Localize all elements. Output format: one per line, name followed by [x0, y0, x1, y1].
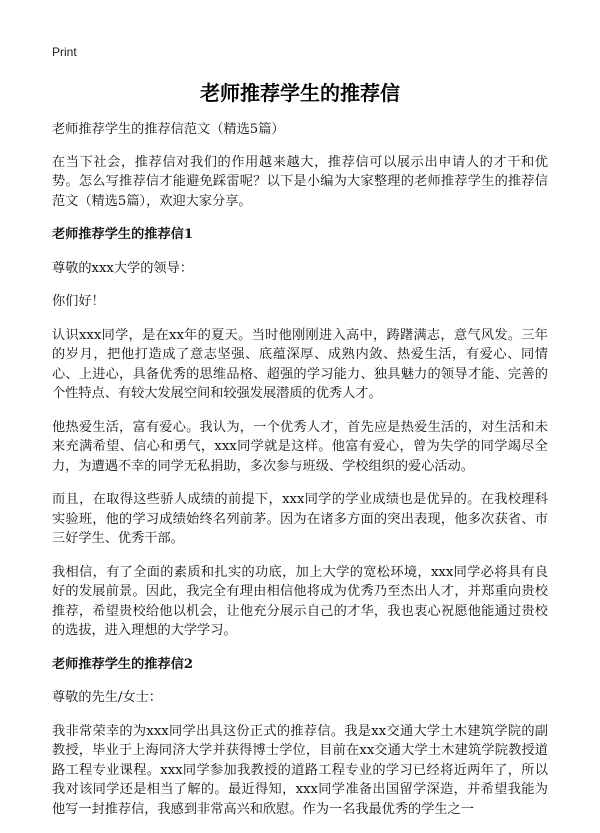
letter-paragraph: 他热爱生活，富有爱心。我认为，一个优秀人才，首先应是热爱生活的，对生活和未来充满希望、信心和勇气，xxx同学就是这样。他富有爱心，曾为失学的同学竭尽全力，为遭遇不幸的同学无私捐助，多次参与班级、学校组织的爱心活动。	[52, 419, 548, 474]
letter-salutation: 尊敬的xxx大学的领导：	[52, 260, 193, 276]
letter-1	[52, 225, 548, 641]
intro-paragraph: 在当下社会，推荐信对我们的作用越来越大，推荐信可以展示出申请人的才干和优势。怎么写推荐信才能避免踩雷呢？以下是小编为大家整理的老师推荐学生的推荐信范文（精选5篇），欢迎大家分享。	[52, 154, 548, 209]
letter-paragraph: 我非常荣幸的为xxx同学出具这份正式的推荐信。我是xx交通大学土木建筑学院的副教授，毕业于上海同济大学并获得博士学位，目前在xx交通大学土木建筑学院教授道路工程专业课程。xxx同学参加我教授的道路工程专业的学习已经将近两年了，所以我对该同学还是相当了解的。最近得知，xxx同学准备出国留学深造，并希望我能为他写一封推荐信，我感到非常高兴和欣慰。作为一名我最优秀的学生之一	[52, 723, 548, 817]
letter-heading: 老师推荐学生的推荐信2	[52, 656, 194, 672]
letter-paragraph: 认识xxx同学，是在xx年的夏天。当时他刚刚进入高中，踌躇满志，意气风发。三年的岁月，把他打造成了意志坚强、底蕴深厚、成熟内敛、热爱生活，有爱心、同情心、上进心，具备优秀的思维品格、超强的学习能力、独具魅力的领导才能、完善的个性特点、有较大发展空间和较强发展潜质的优秀人才。	[52, 327, 548, 401]
letter-greeting: 你们好！	[52, 294, 105, 309]
letter-heading: 老师推荐学生的推荐信1	[52, 227, 194, 242]
page-title: 老师推荐学生的推荐信	[200, 81, 400, 105]
document-subtitle: 老师推荐学生的推荐信范文（精选5篇）	[52, 122, 285, 137]
letter-paragraph: 而且，在取得这些骄人成绩的前提下，xxx同学的学业成绩也是优异的。在我校理科实验班，他的学习成绩始终名列前茅。因为在诸多方面的突出表现，他多次获省、市三好学生、优秀干部。	[52, 492, 548, 546]
letter-2	[52, 655, 548, 820]
letter-paragraph: 我相信，有了全面的素质和扎实的功底，加上大学的宽松环境，xxx同学必将具有良好的发展前景。因此，我完全有理由相信他将成为优秀乃至杰出人才，并郑重向贵校推荐，希望贵校给他以机会，让他充分展示自己的才华，我也衷心祝愿他能通过贵校的选拔，进入理想的大学学习。	[52, 564, 548, 638]
document-body	[52, 120, 548, 833]
print-link[interactable]: Print	[52, 45, 77, 59]
letter-salutation: 尊敬的先生/女士：	[52, 690, 162, 705]
